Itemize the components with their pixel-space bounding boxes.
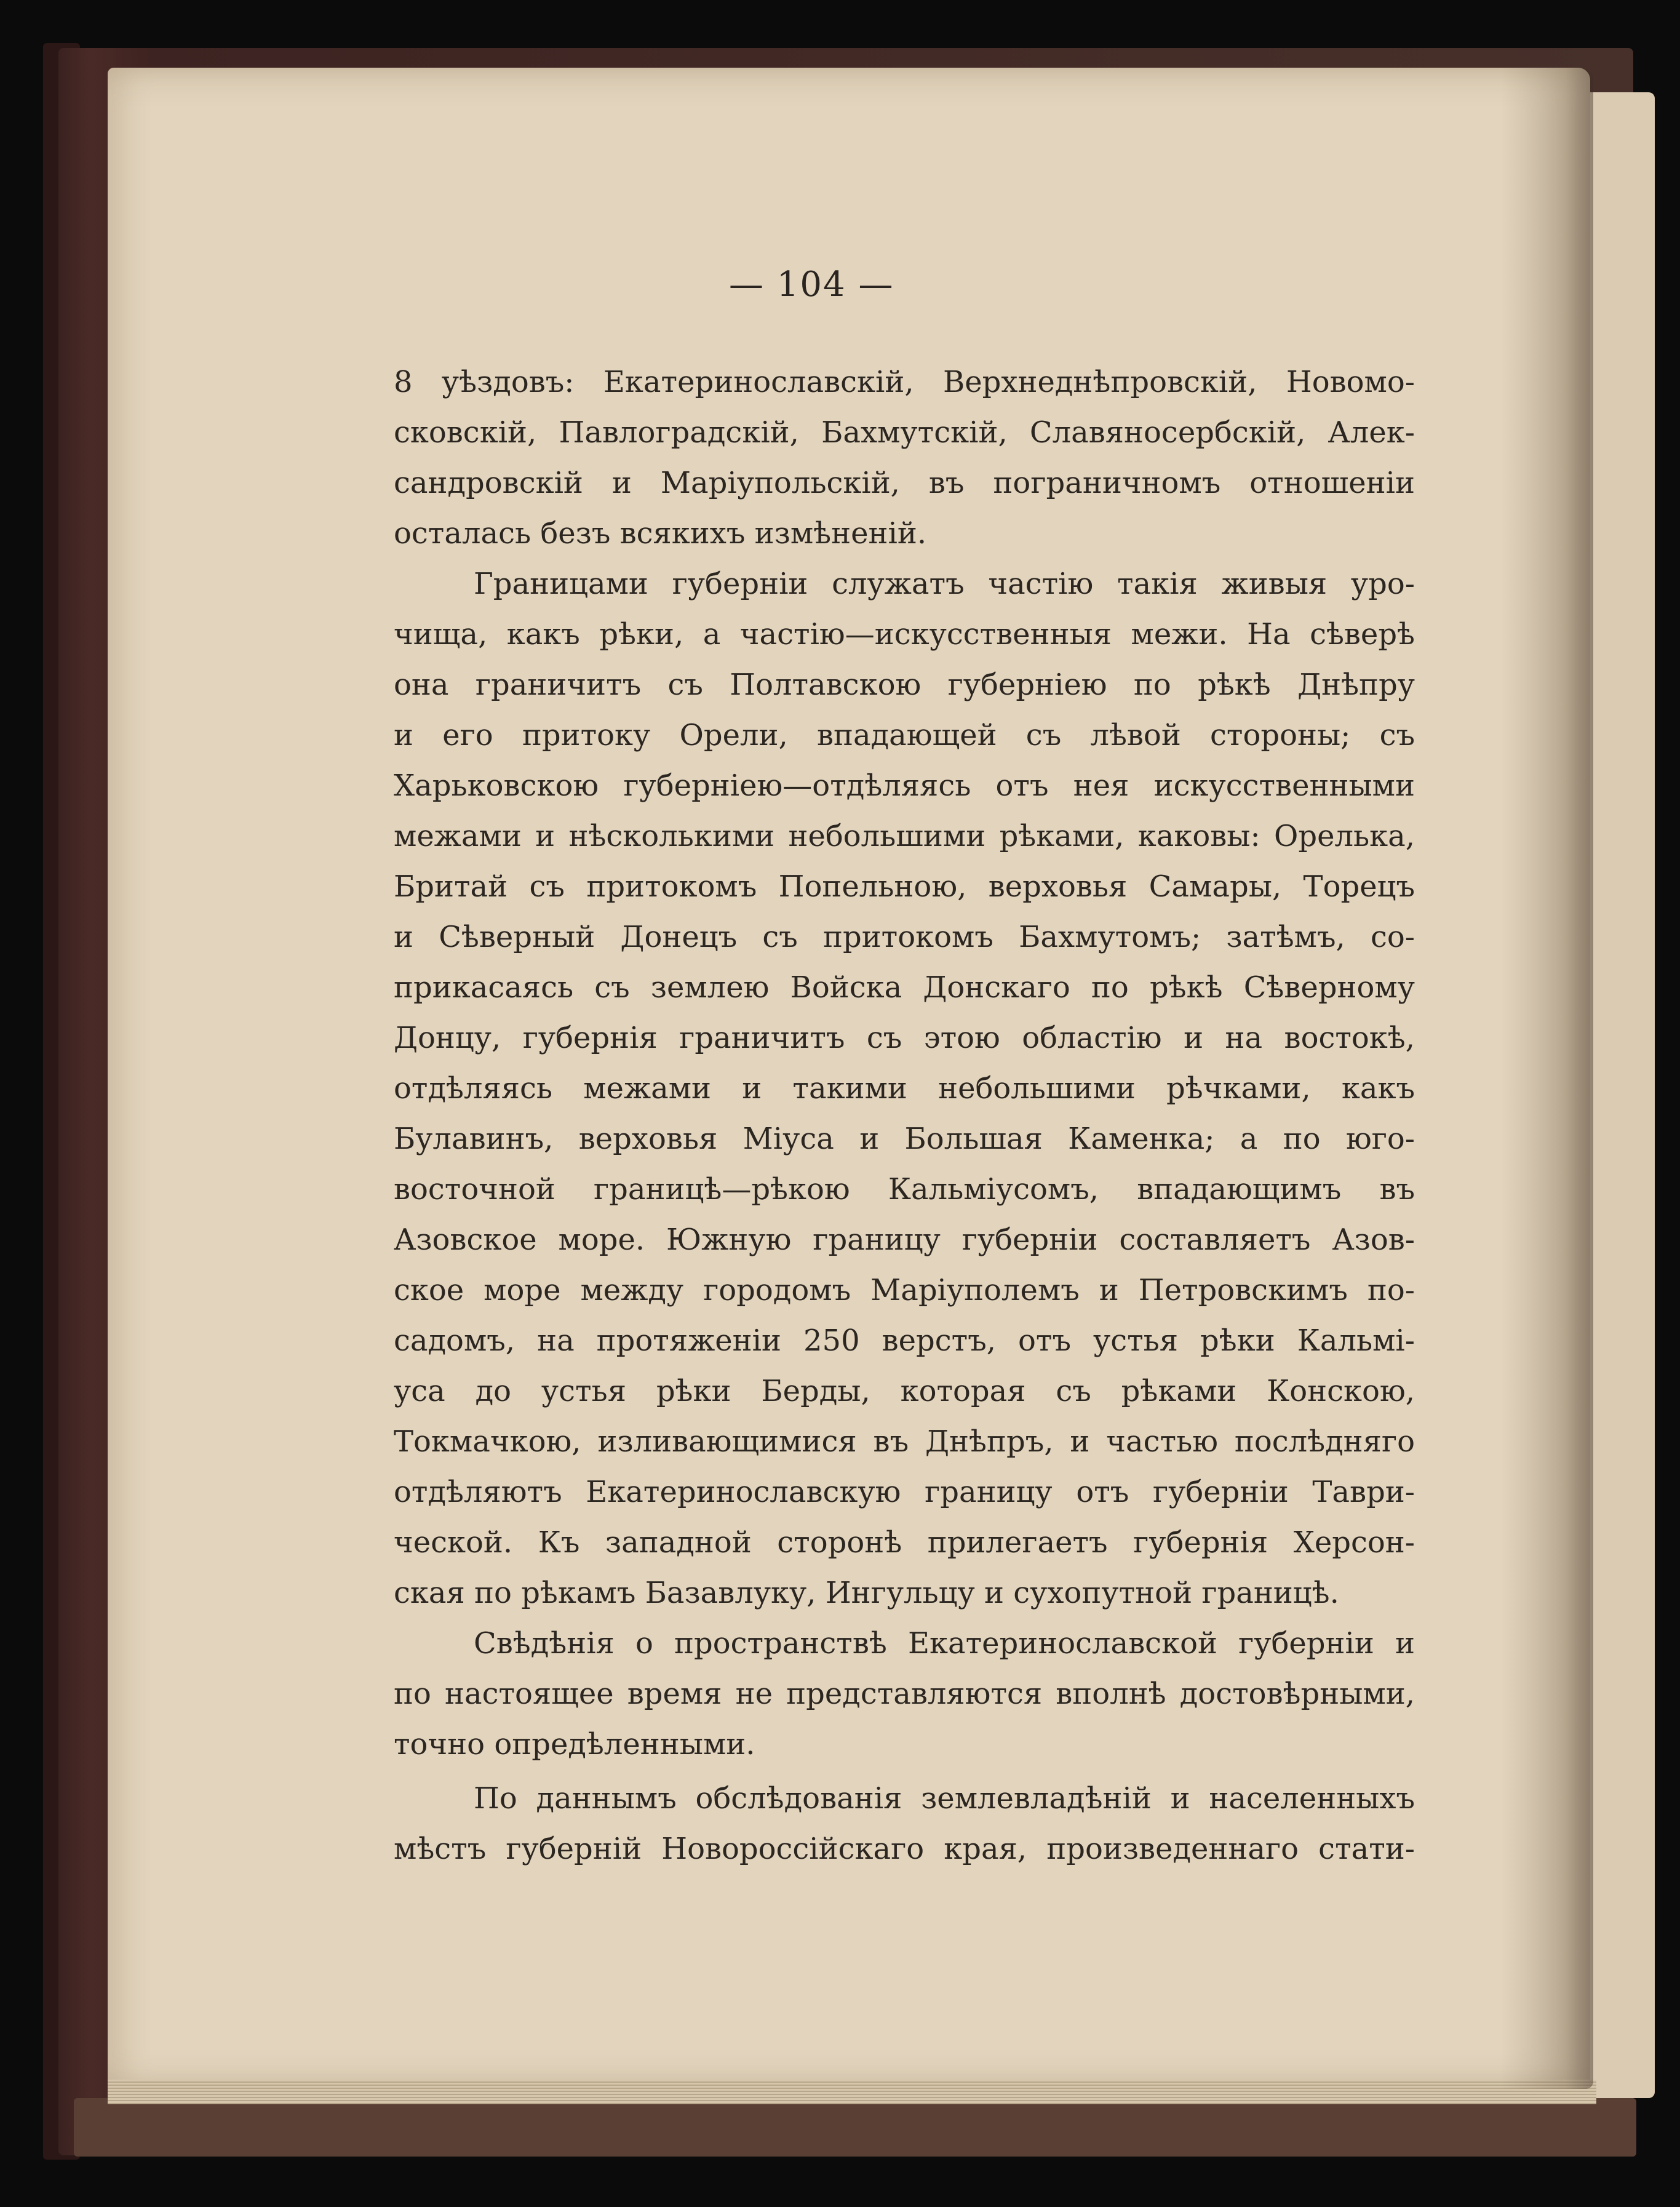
text-line: Бритай съ притокомъ Попельною, верховья Самары, Торецъ — [394, 869, 1415, 904]
text-line: 8 уѣздовъ: Екатеринославскій, Верхнеднѣпровскій, Новомо- — [394, 365, 1415, 399]
gutter-shadow — [1501, 68, 1593, 2089]
text-line: чища, какъ рѣки, а частію—искусственныя межи. На сѣверѣ — [394, 617, 1415, 652]
text-line: садомъ, на протяженіи 250 верстъ, отъ устья рѣки Кальмі- — [394, 1323, 1415, 1358]
text-line: осталась безъ всякихъ измѣненій. — [394, 516, 927, 551]
text-line: отдѣляютъ Екатеринославскую границу отъ губерніи Таври- — [394, 1475, 1415, 1509]
text-line: межами и нѣсколькими небольшими рѣками, каковы: Орелька, — [394, 819, 1415, 853]
text-line: ское море между городомъ Маріуполемъ и Петровскимъ по- — [394, 1273, 1415, 1307]
text-line: уса до устья рѣки Берды, которая съ рѣками Конскою, — [394, 1374, 1415, 1408]
text-line: Токмачкою, изливающимися въ Днѣпръ, и частью послѣдняго — [394, 1424, 1415, 1459]
text-line: Границами губерніи служатъ частію такія живыя уро- — [474, 567, 1415, 601]
text-line: и Сѣверный Донецъ съ притокомъ Бахмутомъ; затѣмъ, со- — [394, 920, 1415, 954]
text-line: ская по рѣкамъ Базавлуку, Ингульцу и сухопутной границѣ. — [394, 1576, 1339, 1610]
cover-bottom-edge — [74, 2098, 1636, 2157]
text-line: сковскій, Павлоградскій, Бахмутскій, Славяносербскій, Алек- — [394, 415, 1415, 450]
text-line: Харьковскою губерніею—отдѣляясь отъ нея искусственными — [394, 768, 1415, 803]
text-line: По даннымъ обслѣдованія землевладѣній и населенныхъ — [474, 1781, 1415, 1816]
text-line: Свѣдѣнія о пространствѣ Екатеринославской губерніи и — [474, 1626, 1415, 1661]
text-line: точно опредѣленными. — [394, 1727, 755, 1762]
text-line: ческой. Къ западной сторонѣ прилегаетъ губернія Херсон- — [394, 1525, 1415, 1560]
text-line: мѣстъ губерній Новороссійскаго края, произведеннаго стати- — [394, 1832, 1415, 1866]
text-line: Донцу, губернія граничитъ съ этою областію и на востокѣ, — [394, 1021, 1415, 1055]
text-line: сандровскій и Маріупольскій, въ пограничномъ отношеніи — [394, 466, 1415, 500]
body-text — [394, 357, 1415, 1874]
text-line: Булавинъ, верховья Міуса и Большая Каменка; а по юго- — [394, 1122, 1415, 1156]
page-edges — [108, 2080, 1596, 2104]
text-line: по настоящее время не представляются вполнѣ достовѣрными, — [394, 1677, 1415, 1711]
text-line: и его притоку Орели, впадающей съ лѣвой стороны; съ — [394, 718, 1415, 752]
text-line: восточной границѣ—рѣкою Кальміусомъ, впадающимъ въ — [394, 1172, 1415, 1207]
text-line: она граничитъ съ Полтавскою губерніею по рѣкѣ Днѣпру — [394, 668, 1415, 702]
text-line: отдѣляясь межами и такими небольшими рѣчками, какъ — [394, 1071, 1415, 1106]
text-line: прикасаясь съ землею Войска Донскаго по рѣкѣ Сѣверному — [394, 970, 1415, 1005]
page-number: — 104 — — [729, 265, 894, 305]
text-line: Азовское море. Южную границу губерніи составляетъ Азов- — [394, 1223, 1415, 1257]
